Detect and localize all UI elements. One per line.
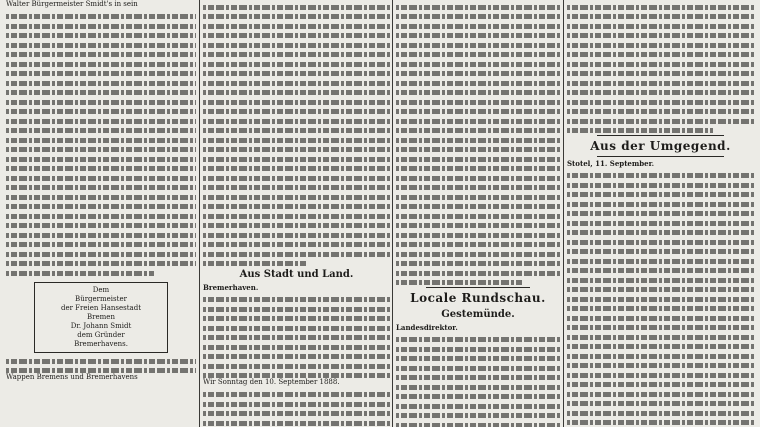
inscription-line: dem Gründer [77, 330, 125, 339]
inscription-line: der Freien Hansestadt [60, 303, 142, 312]
regional-dateline: Stotel, 11. September. [567, 159, 655, 168]
column-3-body-text-b [396, 337, 560, 427]
column-4-body-text-a [567, 5, 754, 134]
inscription-line: Dr. Johann Smidt [70, 321, 132, 330]
column-divider [199, 0, 200, 427]
column-1 [6, 0, 196, 427]
memorial-inscription-box [34, 282, 168, 353]
town-subheading: Gestemünde. [441, 309, 515, 320]
local-news-heading: Locale Rundschau. [410, 291, 546, 305]
column-2 [203, 0, 390, 427]
column-4-body-text-b [567, 173, 754, 427]
column-divider [563, 0, 564, 427]
announcement-label: Landesdirektor. [396, 323, 458, 332]
inscription-line: Bremerhavens. [74, 339, 128, 348]
section-divider [597, 156, 724, 157]
inscription-line: Bürgermeister [75, 294, 127, 303]
city-section-heading: Aus Stadt und Land. [239, 269, 354, 280]
column-2-body-text-c [203, 392, 390, 427]
column-divider [392, 0, 393, 427]
column-3 [396, 0, 560, 427]
section-divider [597, 135, 724, 136]
column-3-body-text-a [396, 5, 560, 286]
inscription-line: Dem [92, 285, 110, 294]
column-1-body-text-b [6, 359, 196, 374]
column-2-body-text-b [203, 297, 390, 378]
column-4 [567, 0, 754, 427]
city-dateline: Bremerhaven. [203, 283, 259, 292]
regional-news-heading: Aus der Umgegend. [590, 139, 731, 153]
inscription-line: Bremen [87, 312, 115, 321]
column-2-body-text-a [203, 5, 390, 267]
section-divider [426, 287, 530, 288]
column-1-body-text-a [6, 14, 196, 276]
column-1-bottom-line: Wappen Bremens und Bremerhavens [6, 373, 138, 381]
event-line: Wir Sonntag den 10. September 1888. [203, 378, 340, 386]
column-1-top-line: Walter Bürgermeister Smidt's in sein [6, 0, 138, 8]
